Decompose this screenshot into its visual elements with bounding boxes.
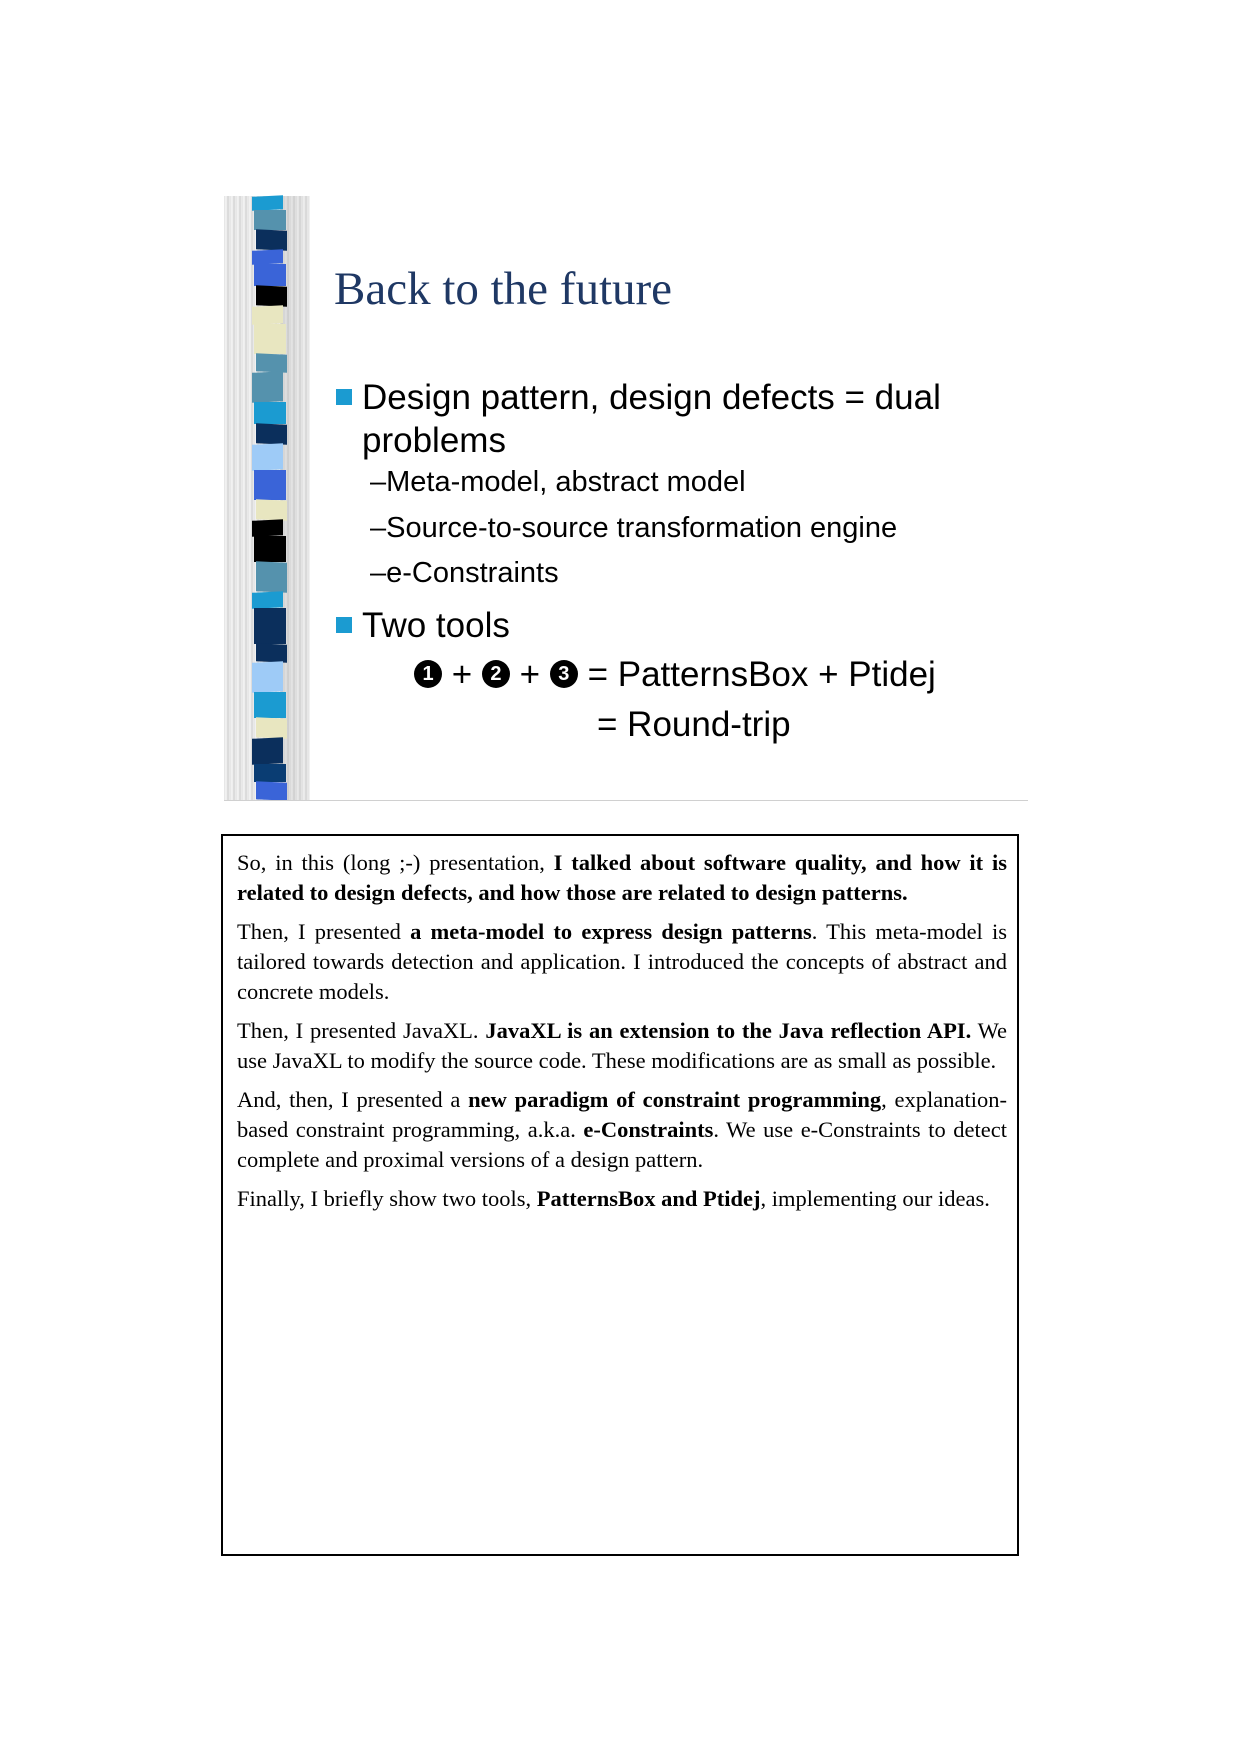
dash-icon: – <box>370 512 387 544</box>
color-block <box>254 536 286 562</box>
plus-sign: + <box>451 655 473 694</box>
plus-sign: + <box>519 655 541 694</box>
color-block <box>256 353 287 373</box>
bullet-two-tools <box>336 604 510 647</box>
slide-title: Back to the future <box>334 263 673 315</box>
bullet-text-line2: problems <box>362 421 506 460</box>
notes-paragraph: Then, I presented a meta-model to express design patterns. This meta-model is tailored towards detection and application. I introduced the concepts of abstract and concrete models. <box>237 919 1007 1004</box>
bullet-design-pattern <box>336 376 976 462</box>
color-block <box>256 717 287 739</box>
color-block <box>254 402 286 424</box>
color-block <box>256 229 287 251</box>
square-bullet-icon <box>336 389 352 405</box>
color-block <box>254 764 286 782</box>
notes-paragraph: Then, I presented JavaXL. JavaXL is an extension to the Java reflection API. We use JavaXL to modify the source code. These modifications are as small as possible. <box>237 1018 1008 1073</box>
emphasis: JavaXL is an extension to the Java reflection API. <box>485 1018 972 1043</box>
square-bullet-icon <box>336 617 352 633</box>
color-block <box>252 661 283 693</box>
number-1-icon: 1 <box>414 660 442 688</box>
speaker-notes-box <box>221 834 1019 1556</box>
emphasis: I talked about software quality, and how it is related to design defects, and how those are related to design patterns. <box>237 850 1007 905</box>
color-block <box>252 591 283 609</box>
dash-icon: – <box>370 466 387 498</box>
color-block <box>256 561 287 593</box>
color-block <box>252 371 283 403</box>
speaker-notes-text <box>237 848 1007 1223</box>
bullet-text: Two tools <box>362 606 510 645</box>
notes-paragraph: And, then, I presented a new paradigm of constraint programming, explanation-based constraint programming, a.k.a. e-Constraints. We use e-Constraints to detect complete and proximal versions of a design pattern. <box>237 1087 1008 1172</box>
color-block <box>254 210 286 230</box>
emphasis: a meta-model to express design patterns <box>410 919 812 944</box>
color-block <box>256 423 287 445</box>
color-block <box>252 519 283 537</box>
slide <box>224 196 1028 800</box>
emphasis: new paradigm of constraint programming <box>468 1087 882 1112</box>
color-block-column <box>250 196 290 800</box>
sub-bullet-transformation-engine: –Source-to-source transformation engine <box>370 512 898 544</box>
color-block <box>254 608 286 644</box>
emphasis: e-Constraints <box>583 1117 714 1142</box>
color-block <box>252 737 283 765</box>
emphasis: PatternsBox and Ptidej <box>536 1186 761 1211</box>
number-3-icon: 3 <box>550 660 578 688</box>
color-block <box>256 499 287 521</box>
color-block <box>256 781 287 801</box>
color-block <box>252 305 283 325</box>
color-block <box>254 264 286 286</box>
tools-equation <box>414 655 936 695</box>
number-2-icon: 2 <box>482 660 510 688</box>
sub-bullet-meta-model: –Meta-model, abstract model <box>370 466 746 498</box>
color-block <box>252 443 283 471</box>
color-block <box>254 692 286 718</box>
color-block <box>256 285 287 307</box>
sub-bullet-e-constraints: –e-Constraints <box>370 557 559 589</box>
color-block <box>252 195 283 211</box>
equation-result: = PatternsBox + Ptidej <box>587 655 936 694</box>
notes-paragraph: So, in this (long ;-) presentation, I talked about software quality, and how it is related to design defects, and how those are related to design patterns. <box>237 850 1007 905</box>
dash-icon: – <box>370 557 387 589</box>
notes-paragraph: Finally, I briefly show two tools, PatternsBox and Ptidej, implementing our ideas. <box>237 1186 990 1211</box>
equation-result-2: = Round-trip <box>597 705 791 744</box>
color-block <box>256 643 287 663</box>
color-block <box>254 470 286 500</box>
color-block <box>252 249 283 265</box>
color-block <box>254 324 286 354</box>
slide-bottom-rule <box>224 800 1028 801</box>
bullet-text-line1: Design pattern, design defects = dual <box>362 378 941 417</box>
